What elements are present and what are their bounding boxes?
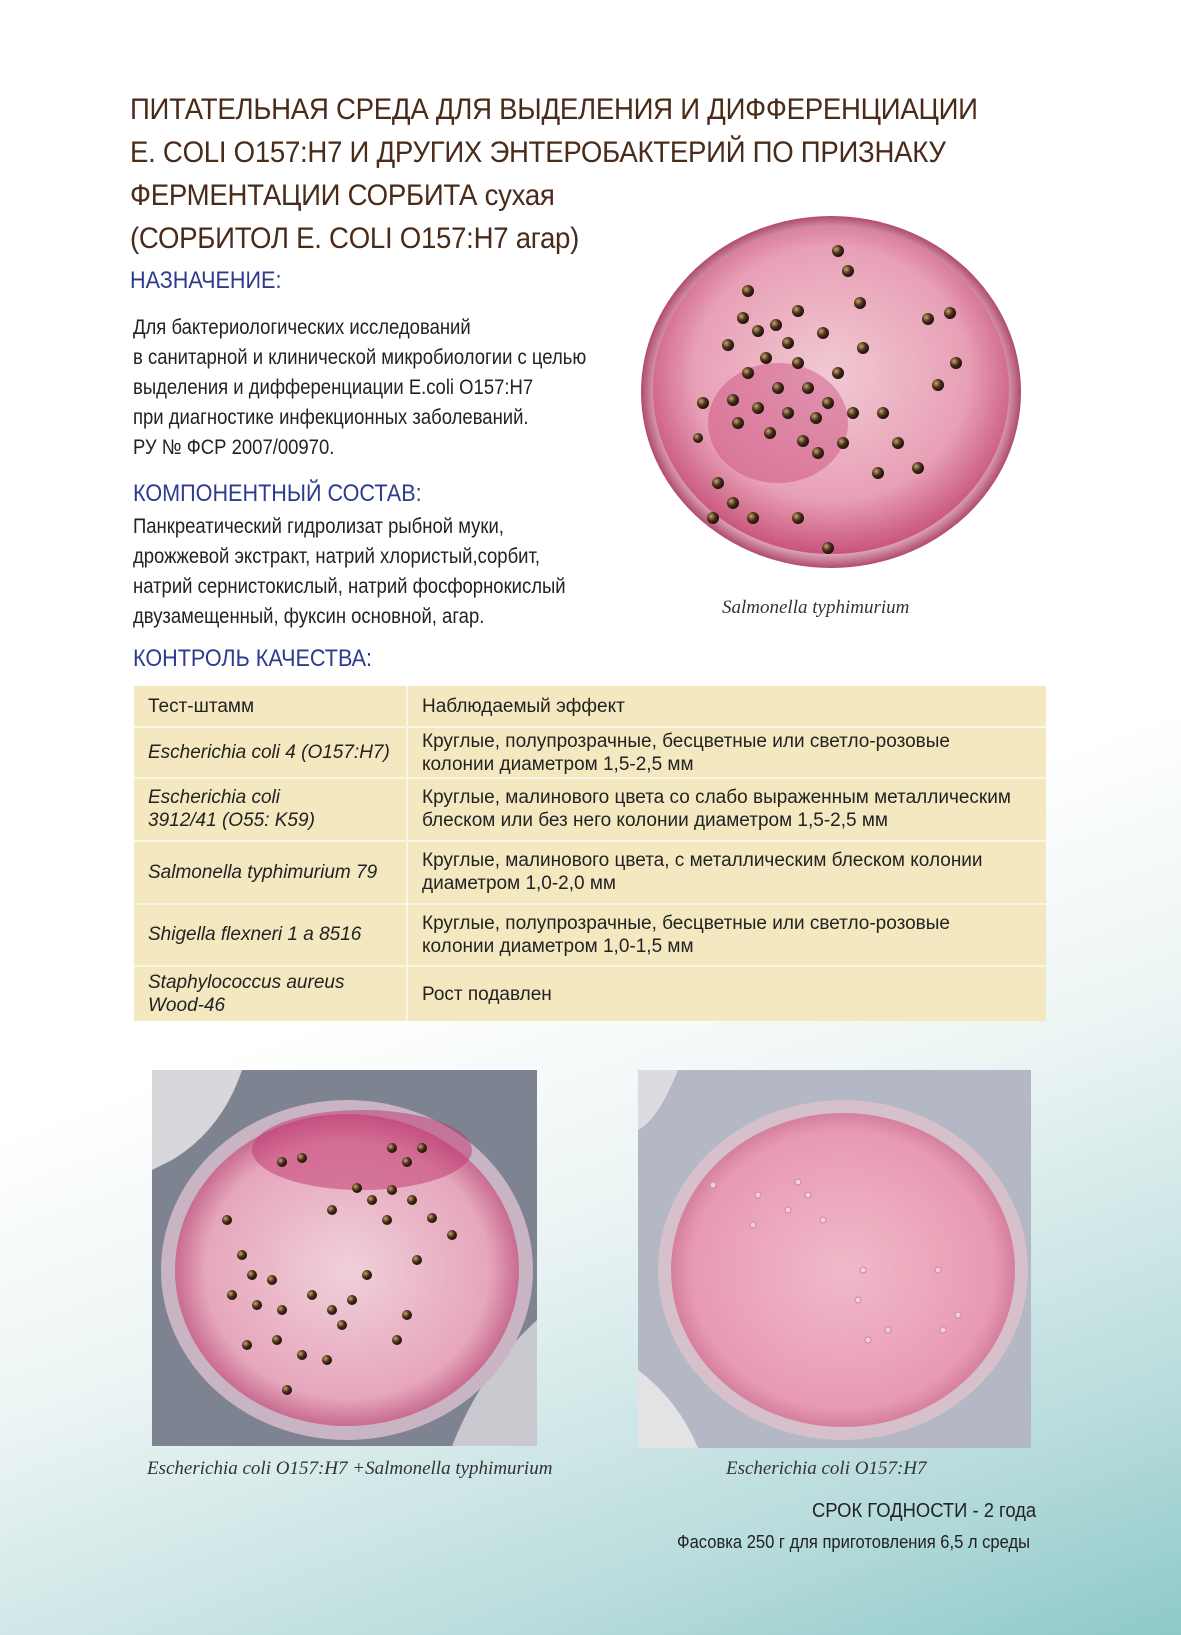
- petri-dish-photo-salmonella: [638, 213, 1024, 571]
- caption-salmonella: Salmonella typhimurium: [722, 597, 910, 618]
- strain-line: Escherichia coli 4 (O157:H7): [148, 742, 390, 764]
- purpose-line: в санитарной и клинической микробиологии с целью: [133, 346, 587, 369]
- strain-line: Wood-46: [148, 995, 226, 1017]
- column-header-strain: Тест-штамм: [134, 686, 407, 727]
- effect-line: колонии диаметром 1,0-1,5 мм: [422, 935, 694, 957]
- strain-cell: [134, 727, 407, 778]
- shelf-life: СРОК ГОДНОСТИ - 2 года: [812, 1500, 1037, 1522]
- petri-dish-illustration: [638, 213, 1024, 571]
- quality-control-table: [134, 686, 1046, 1021]
- effect-line: Круглые, полупрозрачные, бесцветные или светло-розовые: [422, 730, 950, 752]
- composition-line: дрожжевой экстракт, натрий хлористый,сорбит,: [133, 545, 541, 568]
- petri-dish-illustration: [638, 1070, 1031, 1448]
- purpose-line: при диагностике инфекционных заболеваний.: [133, 406, 529, 429]
- effect-line: диаметром 1,0-2,0 мм: [422, 873, 616, 895]
- effect-cell: [407, 904, 1046, 967]
- caption-ecoli: Escherichia coli O157:H7: [726, 1458, 927, 1479]
- effect-line: Круглые, полупрозрачные, бесцветные или светло-розовые: [422, 912, 950, 934]
- purpose-line: выделения и дифференциации E.coli O157:H7: [133, 376, 534, 399]
- effect-line: Круглые, малинового цвета со слабо выраженным металлическим: [422, 787, 1011, 809]
- purpose-heading: НАЗНАЧЕНИЕ:: [130, 267, 282, 294]
- effect-line: Круглые, малинового цвета, с металлическим блеском колонии: [422, 850, 983, 872]
- composition-heading: КОМПОНЕНТНЫЙ СОСТАВ:: [133, 480, 422, 507]
- strain-cell: [134, 904, 407, 967]
- strain-line: Escherichia coli: [148, 787, 280, 809]
- composition-text: [133, 512, 566, 632]
- composition-line: двузамещенный, фуксин основной, агар.: [133, 605, 485, 628]
- table-header-row: [134, 686, 1046, 727]
- quality-heading: КОНТРОЛЬ КАЧЕСТВА:: [133, 645, 373, 672]
- table-row: [134, 841, 1046, 904]
- title-line-4: (СОРБИТОЛ E. COLI O157:H7 агар): [130, 222, 580, 255]
- table-row: [134, 966, 1046, 1021]
- petri-dish-illustration: [152, 1070, 537, 1446]
- composition-line: натрий сернистокислый, натрий фосфорнокислый: [133, 575, 566, 598]
- title-line-1: ПИТАТЕЛЬНАЯ СРЕДА ДЛЯ ВЫДЕЛЕНИЯ И ДИФФЕРЕНЦИАЦИИ: [130, 93, 978, 126]
- composition-line: Панкреатический гидролизат рыбной муки,: [133, 515, 504, 538]
- title-line-2: E. COLI O157:H7 И ДРУГИХ ЭНТЕРОБАКТЕРИЙ ПО ПРИЗНАКУ: [130, 136, 946, 169]
- strain-cell: [134, 841, 407, 904]
- column-header-effect: Наблюдаемый эффект: [407, 686, 1046, 727]
- caption-ecoli-salmonella: Escherichia coli O157:H7 +Salmonella typhimurium: [147, 1458, 553, 1479]
- strain-line: Staphylococcus aureus: [148, 972, 345, 994]
- effect-cell: [407, 966, 1046, 1021]
- petri-dish-photo-ecoli-salmonella: [152, 1070, 537, 1446]
- strain-cell: [134, 966, 407, 1021]
- effect-cell: [407, 841, 1046, 904]
- packaging-info: Фасовка 250 г для приготовления 6,5 л среды: [677, 1532, 1031, 1552]
- strain-cell: [134, 778, 407, 841]
- purpose-line: РУ № ФСР 2007/00970.: [133, 436, 335, 459]
- petri-dish-photo-ecoli: [638, 1070, 1031, 1448]
- strain-line: Salmonella typhimurium 79: [148, 861, 378, 883]
- purpose-text: [133, 313, 586, 463]
- effect-line: блеском или без него колонии диаметром 1,5-2,5 мм: [422, 810, 888, 832]
- strain-line: 3912/41 (O55: K59): [148, 810, 315, 832]
- effect-cell: [407, 727, 1046, 778]
- effect-line: колонии диаметром 1,5-2,5 мм: [422, 753, 694, 775]
- strain-line: Shigella flexneri 1 a 8516: [148, 924, 362, 946]
- effect-line: Рост подавлен: [422, 983, 552, 1005]
- purpose-line: Для бактериологических исследований: [133, 316, 471, 339]
- table-row: [134, 727, 1046, 778]
- title-line-3: ФЕРМЕНТАЦИИ СОРБИТА сухая: [130, 179, 555, 212]
- table-row: [134, 778, 1046, 841]
- effect-cell: [407, 778, 1046, 841]
- table-row: [134, 904, 1046, 967]
